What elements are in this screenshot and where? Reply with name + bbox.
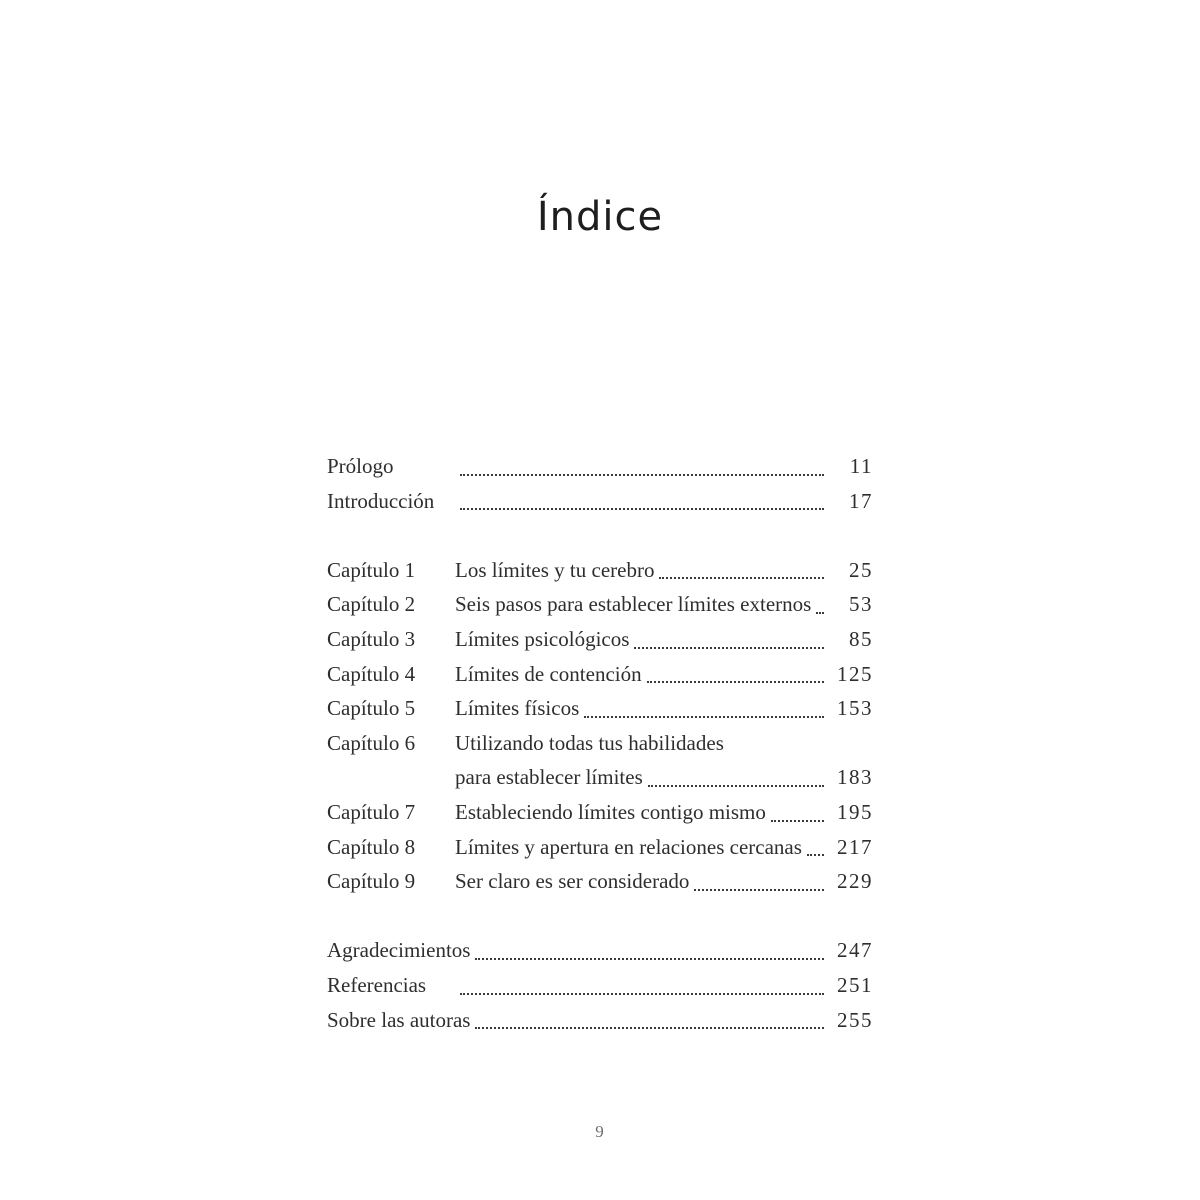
dot-leader (766, 795, 829, 830)
toc-row (327, 933, 873, 968)
dot-leader (642, 657, 829, 692)
page-number: 229 (837, 869, 873, 894)
dot-leader (579, 691, 829, 726)
page-number: 85 (849, 626, 873, 651)
chapter-label: Capítulo 4 (327, 661, 416, 686)
page-number: 25 (849, 557, 873, 582)
toc-row (327, 691, 873, 726)
page-number: 153 (837, 696, 873, 721)
section-spacer (327, 899, 873, 934)
toc-row (327, 830, 873, 865)
entry-label: Sobre las autoras (327, 1007, 471, 1032)
toc-row (327, 449, 873, 484)
toc-row (327, 968, 873, 1003)
entry-title: Límites psicológicos (455, 626, 630, 651)
toc-row (327, 657, 873, 692)
dot-leader (629, 622, 829, 657)
dot-leader (724, 726, 829, 761)
page-number: 17 (849, 488, 873, 513)
folio-page-number: 9 (595, 1122, 605, 1141)
toc-row (327, 553, 873, 588)
toc-row (327, 864, 873, 899)
toc-row-continuation (327, 760, 873, 795)
entry-title: Límites físicos (455, 696, 580, 721)
dot-leader (470, 1003, 829, 1038)
chapter-label: Capítulo 9 (327, 869, 416, 894)
toc-row (327, 484, 873, 519)
toc-row (327, 795, 873, 830)
entry-title: Ser claro es ser considerado (455, 869, 690, 894)
page-number: 53 (849, 592, 873, 617)
page-number (829, 726, 873, 761)
chapter-label: Capítulo 1 (327, 557, 416, 582)
entry-title: Seis pasos para establecer límites externos (455, 592, 812, 617)
entry-title: Límites y apertura en relaciones cercanas (455, 834, 802, 859)
page-number: 195 (837, 799, 873, 824)
dot-leader (455, 449, 829, 484)
dot-leader (643, 760, 829, 795)
entry-label: Prólogo (327, 454, 394, 478)
chapter-label: Capítulo 7 (327, 799, 416, 824)
toc-row (327, 587, 873, 622)
entry-title: Límites de contención (455, 661, 642, 686)
dot-leader (802, 830, 829, 865)
dot-leader (654, 553, 829, 588)
chapter-label: Capítulo 8 (327, 834, 416, 859)
dot-leader (689, 864, 829, 899)
page-number: 183 (837, 765, 873, 790)
entry-title: para establecer límites (455, 765, 643, 790)
page-title: Índice (536, 194, 664, 240)
toc-row (327, 726, 873, 761)
section-spacer (327, 518, 873, 553)
chapter-label: Capítulo 3 (327, 626, 416, 651)
dot-leader (470, 933, 829, 968)
chapter-label: Capítulo 6 (327, 730, 416, 755)
page-number: 251 (837, 972, 873, 997)
entry-title: Los límites y tu cerebro (455, 557, 655, 582)
page-number: 255 (837, 1007, 873, 1032)
entry-label: Agradecimientos (327, 938, 471, 963)
chapter-label: Capítulo 2 (327, 592, 416, 617)
chapter-label (327, 760, 455, 795)
dot-leader (455, 484, 829, 519)
entry-label: Referencias (327, 972, 427, 997)
toc-row (327, 1003, 873, 1038)
toc-row (327, 622, 873, 657)
page-number: 217 (837, 834, 873, 859)
dot-leader (811, 587, 829, 622)
page-number: 125 (837, 661, 873, 686)
page-number: 247 (837, 938, 873, 963)
entry-title: Utilizando todas tus habilidades (455, 730, 724, 755)
table-of-contents (327, 449, 873, 1037)
entry-title: Estableciendo límites contigo mismo (455, 799, 766, 824)
dot-leader (455, 968, 829, 1003)
entry-label: Introducción (327, 488, 435, 513)
chapter-label: Capítulo 5 (327, 696, 416, 721)
page-number: 11 (849, 454, 873, 478)
